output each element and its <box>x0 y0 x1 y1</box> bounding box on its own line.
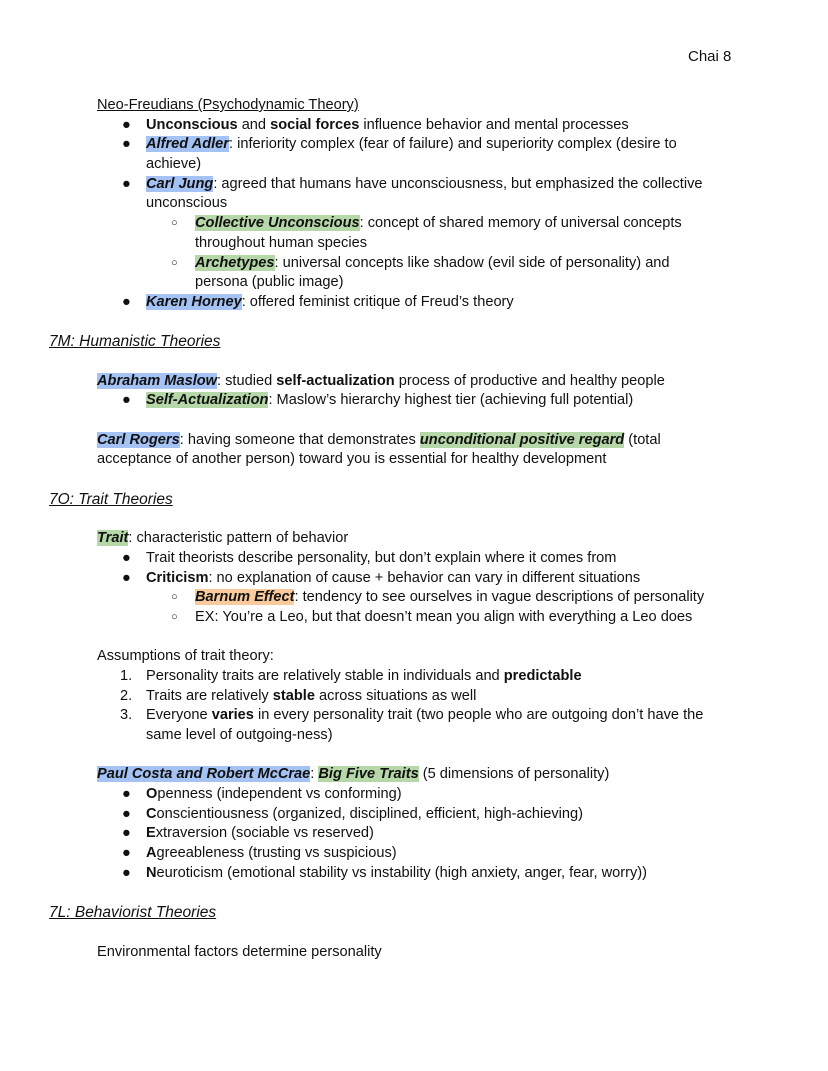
big-five-paragraph: Paul Costa and Robert McCrae: Big Five Traits (5 dimensions of personality) <box>97 766 610 783</box>
neo-freudians-heading: Neo-Freudians (Psychodynamic Theory) <box>97 97 359 113</box>
highlight-person: Karen Horney <box>146 293 242 310</box>
list-item-openness: ● Openness (independent vs conforming) <box>0 785 828 805</box>
bullet-icon: ● <box>122 116 131 133</box>
highlight-person: Alfred Adler <box>146 136 229 153</box>
bullet-icon: ● <box>122 825 131 842</box>
sublist-item-collective: ○ Collective Unconscious: concept of shared memory of universal concepts <box>0 214 828 234</box>
highlight-term: Trait <box>97 530 129 547</box>
list-item-neuroticism: ● Neuroticism (emotional stability vs instability (high anxiety, anger, fear, worry)) <box>0 864 828 884</box>
assumptions-heading: Assumptions of trait theory: <box>97 648 274 665</box>
highlight-term: Collective Unconscious <box>195 215 360 232</box>
numbered-item: 1. Personality traits are relatively stable in individuals and predictable <box>120 667 582 684</box>
list-item-jung: ● Carl Jung: agreed that humans have unconsciousness, but emphasized the collective <box>0 175 828 195</box>
highlight-person: Carl Jung <box>146 175 214 192</box>
trait-definition: Trait: characteristic pattern of behavior <box>97 530 349 547</box>
list-item-extraversion: ● Extraversion (sociable vs reserved) <box>0 824 828 844</box>
highlight-term: unconditional positive regard <box>419 431 625 448</box>
highlight-term: Archetypes <box>195 254 275 271</box>
section-heading-trait: 7O: Trait Theories <box>49 490 173 508</box>
list-item-adler: ● Alfred Adler: inferiority complex (fear of failure) and superiority complex (desire to <box>0 135 828 155</box>
hollow-bullet-icon: ○ <box>171 217 178 230</box>
maslow-paragraph: Abraham Maslow: studied self-actualization process of productive and healthy people <box>97 372 665 389</box>
highlight-person: Abraham Maslow <box>97 372 218 389</box>
numbered-item: 2. Traits are relatively stable across situations as well <box>120 687 477 704</box>
sublist-item-example: ○ EX: You’re a Leo, but that doesn’t mean you align with everything a Leo does <box>0 608 828 628</box>
highlight-person: Paul Costa and Robert McCrae <box>97 766 311 783</box>
document-body: Neo-Freudians (Psychodynamic Theory) ● Unconscious and social forces influence behavior and mental processes ● Alfred Adler: inferiority complex (fear of failure) and superiority complex (desire to achieve) ● Carl Jung: agreed that humans have unconsciousness, but emphasized the collective unconscious ○ Collective Unconscious: concept of shared memory of universal concepts throughout human species ○ Archetypes: universal concepts like shadow (evil side of personality) and persona (public image) ● Karen Horney: offered feminist critique of Freud’s theory 7M: Humanistic Theories Abraham Maslow: studied self-actualization process of productive and healthy people ● Self-Actualization: Maslow’s hierarchy highest tier (achieving full potential) Carl Rogers: having someone that demonstrates unconditional positive regard (total acceptance of another person) toward you is essential for healthy development 7O: Trait Theories Trait: characteristic pattern of behavior ● Trait theorists describe personality, but don’t explain where it comes from ● Criticism: no explanation of cause + behavior can vary in different situations ○ Barnum Effect: tendency to see ourselves in vague descriptions of personality ○ EX: You’re a Leo, but that doesn’t mean you align with everything a Leo does Assumptions of trait theory: 1. Personality traits are relatively stable in individuals and predictable 2. Traits are relatively stable across situations as well 3. Everyone varies in every personality trait (two people who are outgoing don’t have the same level of outgoing-ness) Paul Costa and Robert McCrae: Big Five Traits (5 dimensions of personality) ● Openness (independent vs conforming) ● Conscientiousness (organized, disciplined, efficient, high-achieving) ● Extraversion (sociable vs reserved) ● Agreeableness (trusting vs suspicious) ● Neuroticism (emotional stability vs instability (high anxiety, anger, fear, worry)) 7L: Behaviorist Theories Environmental factors determine personality <box>0 96 828 962</box>
list-item-self-actualization: ● Self-Actualization: Maslow’s hierarchy highest tier (achieving full potential) <box>0 391 828 411</box>
numbered-item: 3. Everyone varies in every personality trait (two people who are outgoing don’t have the <box>120 707 704 724</box>
bullet-icon: ● <box>122 136 131 153</box>
sublist-item-archetypes: ○ Archetypes: universal concepts like shadow (evil side of personality) and <box>0 254 828 274</box>
bullet-icon: ● <box>122 293 131 310</box>
bullet-icon: ● <box>122 549 131 566</box>
hollow-bullet-icon: ○ <box>171 591 178 604</box>
list-item-criticism: ● Criticism: no explanation of cause + behavior can vary in different situations <box>0 569 828 589</box>
list-item-conscientiousness: ● Conscientiousness (organized, disciplined, efficient, high-achieving) <box>0 805 828 825</box>
behaviorist-paragraph: Environmental factors determine personality <box>97 943 382 960</box>
section-heading-behaviorist: 7L: Behaviorist Theories <box>49 904 217 922</box>
page-number-header: Chai 8 <box>688 48 732 65</box>
section-heading-humanistic: 7M: Humanistic Theories <box>49 333 221 351</box>
bullet-icon: ● <box>122 805 131 822</box>
highlight-term: Barnum Effect <box>195 589 295 606</box>
hollow-bullet-icon: ○ <box>171 610 178 623</box>
bullet-icon: ● <box>122 569 131 586</box>
highlight-term: Self-Actualization <box>146 392 269 409</box>
bullet-icon: ● <box>122 392 131 409</box>
list-item-horney: ● Karen Horney: offered feminist critique of Freud’s theory <box>0 293 828 313</box>
bullet-icon: ● <box>122 786 131 803</box>
list-item-agreeableness: ● Agreeableness (trusting vs suspicious) <box>0 844 828 864</box>
highlight-person: Carl Rogers <box>97 431 180 448</box>
sublist-item-barnum: ○ Barnum Effect: tendency to see ourselves in vague descriptions of personality <box>0 588 828 608</box>
bullet-icon: ● <box>122 845 131 862</box>
list-item: ● Unconscious and social forces influence behavior and mental processes <box>0 116 828 136</box>
rogers-paragraph: Carl Rogers: having someone that demonstrates unconditional positive regard (total <box>97 431 661 448</box>
list-item: ● Trait theorists describe personality, but don’t explain where it comes from <box>0 549 828 569</box>
bullet-icon: ● <box>122 864 131 881</box>
bullet-icon: ● <box>122 175 131 192</box>
highlight-term: Big Five Traits <box>318 766 419 783</box>
hollow-bullet-icon: ○ <box>171 256 178 269</box>
